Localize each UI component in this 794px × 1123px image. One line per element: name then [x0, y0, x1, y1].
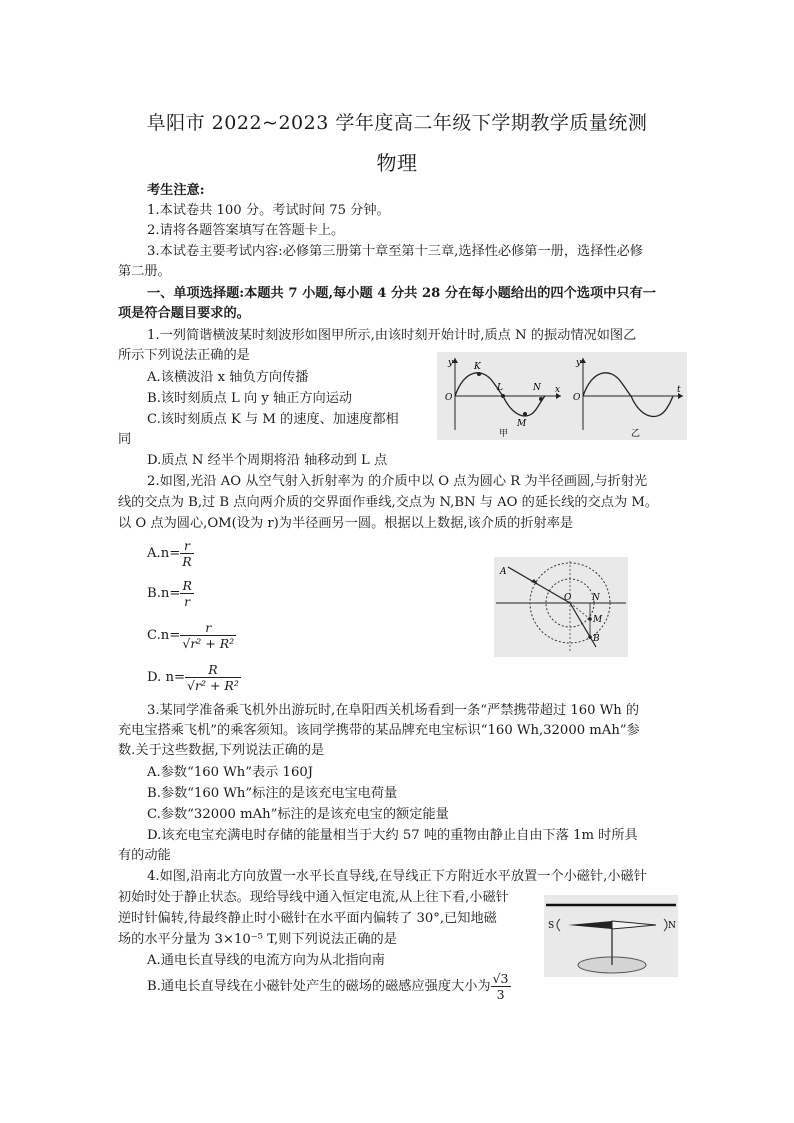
q1-fig-jia-label: 甲 — [499, 429, 509, 439]
q4-compass-diagram — [544, 895, 678, 977]
q2-fig-o-label: O — [564, 593, 572, 603]
q2-c-numerator: r — [205, 620, 212, 635]
q1-option-a: A.该横波沿 x 轴负方向传播 — [147, 370, 309, 385]
q1-fig-t-label: t — [677, 385, 681, 395]
q4-option-b — [147, 971, 511, 1002]
q1-option-b: B.该时刻质点 L 向 y 轴正方向运动 — [147, 391, 353, 406]
q3-option-b: B.参数“160 Wh”标注的是该充电宝电荷量 — [147, 786, 398, 801]
q3-stem-cont-2: 数.关于这些数据,下列说法正确的是 — [118, 743, 325, 758]
q1-wave-graphs — [437, 352, 687, 440]
notice-item-3: 3.本试卷主要考试内容:必修第三册第十章至第十三章,选择性必修第一册，选择性必修 — [147, 244, 643, 259]
q4-stem-cont-3: 场的水平分量为 3×10⁻⁵ T,则下列说法正确的是 — [118, 932, 397, 947]
q1-wave-figure — [437, 352, 687, 440]
exam-title: 阜阳市 2022~2023 学年度高二年级下学期教学质量统测 — [146, 112, 648, 134]
q2-fig-n-label: N — [592, 593, 600, 603]
q3-option-c: C.参数“32000 mAh”标注的是该充电宝的额定能量 — [147, 807, 449, 822]
q1-fig-y2-label: y — [576, 358, 582, 368]
q2-fig-b-label: B — [593, 634, 600, 644]
q4-option-a: A.通电长直导线的电流方向为从北指向南 — [147, 953, 385, 968]
notice-heading: 考生注意: — [147, 183, 205, 198]
q1-fig-o-label: O — [445, 393, 453, 403]
q2-option-d-label: D. n= — [147, 670, 186, 685]
q2-c-denominator: √r² + R² — [182, 636, 235, 651]
q1-option-c-cont: 同 — [118, 432, 132, 447]
section-heading: 一、单项选择题:本题共 7 小题,每小题 4 分共 28 分在每小题给出的四个选项中只有一 — [147, 286, 656, 301]
q2-fig-m-label: M — [593, 615, 603, 625]
q3-option-d: D.该充电宝充满电时存储的能量相当于大约 57 吨的重物由静止自由下落 1m 时所具 — [147, 828, 638, 843]
q1-fig-o2-label: O — [573, 393, 581, 403]
q2-option-c-label: C.n= — [147, 628, 181, 643]
q3-option-a: A.参数“160 Wh”表示 160J — [147, 765, 314, 780]
q4-stem: 4.如图,沿南北方向放置一水平长直导线,在导线正下方附近水平放置一个小磁针,小磁针 — [147, 869, 647, 884]
q2-refraction-diagram — [494, 557, 628, 657]
q4-stem-cont-1: 初始时处于静止状态。现给导线中通入恒定电流,从上往下看,小磁针 — [118, 890, 509, 905]
q2-option-d — [147, 662, 241, 693]
q2-stem: 2.如图,光沿 AO 从空气射入折射率为 的介质中以 O 点为圆心 R 为半径画圆,与折射光 — [147, 474, 648, 489]
q2-option-b-label: B.n= — [147, 586, 181, 601]
q2-option-a-label: A.n= — [147, 546, 181, 561]
q4-fig-s-label: S — [548, 921, 555, 931]
subject-title: 物理 — [376, 151, 418, 175]
q2-option-a — [147, 538, 194, 569]
q1-fig-n-label: N — [533, 383, 541, 393]
notice-item-1: 1.本试卷共 100 分。考试时间 75 分钟。 — [147, 203, 390, 218]
q2-b-denominator: r — [180, 593, 193, 609]
q4-compass-figure — [544, 895, 678, 977]
q4-b-denominator: 3 — [491, 986, 511, 1002]
q4-fig-n-label: N — [668, 921, 676, 931]
q2-stem-cont-2: 以 O 点为圆心,OM(设为 r)为半径画另一圆。根据以上数据,该介质的折射率是 — [118, 516, 574, 531]
q4-b-numerator: √3 — [492, 971, 509, 986]
q2-option-b — [147, 578, 194, 609]
q2-refraction-figure — [494, 557, 628, 657]
q1-stem-cont: 所示下列说法正确的是 — [118, 348, 250, 363]
q3-option-d-cont: 有的动能 — [118, 848, 171, 863]
q2-option-c — [147, 620, 236, 651]
q2-a-denominator: R — [182, 554, 192, 569]
q1-option-d: D.质点 N 经半个周期将沿 轴移动到 L 点 — [147, 453, 388, 468]
q2-d-denominator: √r² + R² — [187, 678, 239, 693]
q1-fig-m-label: M — [517, 419, 527, 429]
q1-fig-y-label: y — [448, 358, 454, 368]
q3-stem: 3.某同学准备乘飞机外出游玩时,在阜阳西关机场看到一条“严禁携带超过 160 Wh 的 — [147, 703, 640, 718]
q2-b-numerator: R — [182, 578, 192, 593]
q1-option-c: C.该时刻质点 K 与 M 的速度、加速度都相 — [147, 412, 399, 427]
q2-a-numerator: r — [183, 538, 190, 553]
q4-stem-cont-2: 逆时针偏转,待最终静止时小磁针在水平面内偏转了 30°,已知地磁 — [118, 911, 497, 926]
notice-item-3-cont: 第二册。 — [118, 264, 171, 279]
q2-stem-cont-1: 线的交点为 B,过 B 点向两介质的交界面作垂线,交点为 N,BN 与 AO 的延长线的交点为 M。 — [118, 495, 659, 510]
q1-fig-x-label: x — [555, 385, 561, 395]
q1-stem: 1.一列简谐横波某时刻波形如图甲所示,由该时刻开始计时,质点 N 的振动情况如图乙 — [147, 328, 637, 343]
q2-fig-a-label: A — [500, 567, 507, 577]
q4-option-b-text: B.通电长直导线在小磁针处产生的磁场的磁感应强度大小为 — [147, 979, 491, 994]
q1-fig-k-label: K — [474, 362, 481, 372]
q1-fig-yi-label: 乙 — [631, 429, 641, 439]
notice-item-2: 2.请将各题答案填写在答题卡上。 — [147, 223, 345, 238]
section-heading-cont: 项是符合题目要求的。 — [118, 306, 250, 321]
q1-fig-l-label: L — [497, 383, 503, 393]
q3-stem-cont-1: 充电宝搭乘飞机”的乘客须知。该同学携带的某品牌充电宝标识“160 Wh,32000 mAh”参 — [118, 723, 640, 738]
q2-d-numerator: R — [208, 662, 218, 677]
